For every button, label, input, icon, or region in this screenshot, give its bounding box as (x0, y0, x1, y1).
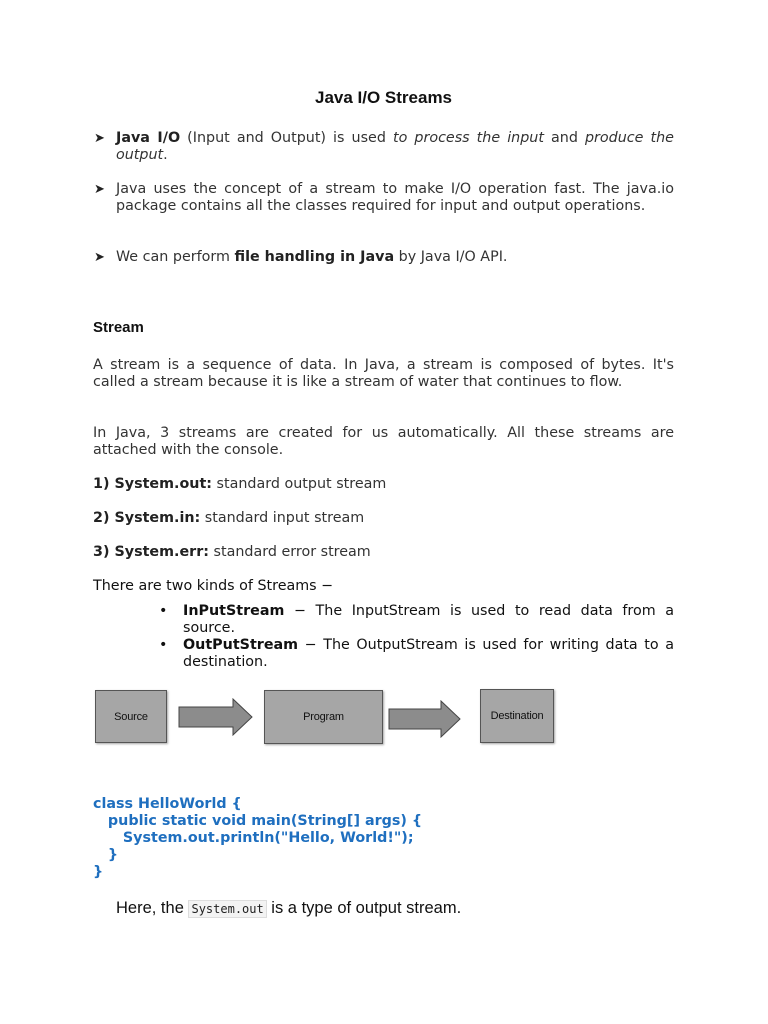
stream-item-system-err: 3) System.err: standard error stream (93, 544, 371, 560)
code-line: System.out.println("Hello, World!"); (93, 830, 414, 846)
bullet-file-handling: ➤ We can perform file handling in Java by Java I/O API. (94, 249, 508, 265)
arrow-bullet-icon: ➤ (94, 182, 105, 197)
inline-code-system-out: System.out (188, 900, 266, 918)
bullet-dot-icon: • (159, 603, 168, 619)
arrow-bullet-icon: ➤ (94, 250, 105, 265)
right-arrow-icon (388, 700, 462, 740)
source-box: Source (95, 690, 167, 743)
code-line: public static void main(String[] args) { (93, 813, 423, 829)
system-out-explanation: Here, the System.out is a type of output stream. (116, 899, 462, 917)
stream-flow-diagram (94, 688, 556, 746)
program-box: Program (264, 690, 383, 744)
bullet-stream-concept: ➤ Java uses the concept of a stream to make I/O operation fast. The java.io package contains all the classes required for input and output operations. (94, 181, 674, 214)
arrow-bullet-icon: ➤ (94, 131, 105, 146)
destination-box: Destination (480, 689, 554, 743)
kind-outputstream: • OutPutStream − The OutputStream is used for writing data to a destination. (159, 637, 674, 670)
kind-inputstream: • InPutStream − The InputStream is used to read data from a source. (159, 603, 674, 636)
page-title: Java I/O Streams (314, 88, 453, 107)
hello-world-code-block (93, 796, 422, 881)
java-io-term: Java I/O (116, 130, 181, 146)
produce-output-phrase: produce the output (116, 130, 674, 163)
stream-kinds-intro: There are two kinds of Streams − (93, 578, 334, 594)
code-line: } (93, 864, 104, 880)
bullet-java-io: ➤ Java I/O (Input and Output) is used to process the input and produce the output. (94, 130, 674, 163)
process-input-phrase: to process the input (392, 130, 544, 146)
code-line: } (93, 847, 119, 863)
stream-definition-paragraph: A stream is a sequence of data. In Java, a stream is composed of bytes. It's called a stream because it is like a stream of water that continues to flow. (93, 357, 674, 390)
stream-heading: Stream (93, 319, 144, 336)
automatic-streams-paragraph: In Java, 3 streams are created for us automatically. All these streams are attached with the console. (93, 425, 674, 458)
bullet-dot-icon: • (159, 637, 168, 653)
stream-item-system-in: 2) System.in: standard input stream (93, 510, 365, 526)
right-arrow-icon (178, 698, 254, 738)
stream-item-system-out: 1) System.out: standard output stream (93, 476, 387, 492)
file-handling-term: file handling in Java (234, 249, 395, 265)
code-line: class HelloWorld { (93, 796, 242, 812)
